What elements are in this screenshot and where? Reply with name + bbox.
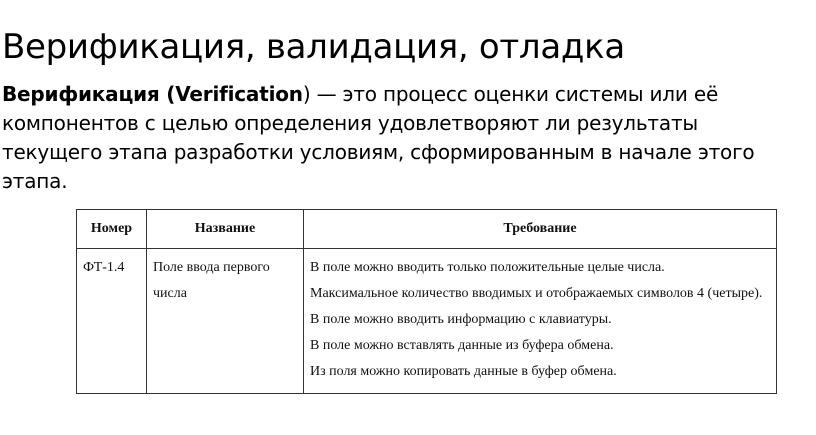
requirements-table — [76, 209, 777, 394]
requirement-line: В поле можно вставлять данные из буфера обмена. — [310, 338, 614, 353]
cell-name: Поле ввода первого числа — [147, 249, 304, 394]
requirement-line: Из поля можно копировать данные в буфер обмена. — [310, 364, 617, 379]
definition-paragraph — [2, 80, 802, 196]
cell-number: ФТ-1.4 — [77, 249, 147, 394]
requirement-line: Максимальное количество вводимых и отображаемых символов 4 (четыре). — [310, 286, 763, 301]
header-number: Номер — [77, 210, 147, 249]
header-name: Название — [147, 210, 304, 249]
definition-term-paren: ) — [302, 82, 311, 106]
table-row — [77, 249, 777, 394]
requirement-line: В поле можно вводить информацию с клавиатуры. — [310, 312, 612, 327]
definition-body: — это процесс оценки системы или её компонентов с целью определения удовлетворяют ли результаты текущего этапа разработки условиям, сформированным в начале этого этапа. — [2, 82, 755, 193]
table-header-row — [77, 210, 777, 249]
slide-title: Верификация, валидация, отладка — [2, 26, 625, 67]
header-requirement: Требование — [304, 210, 777, 249]
cell-requirements — [304, 249, 777, 394]
requirement-line: В поле можно вводить только положительные целые числа. — [310, 260, 665, 275]
definition-term: Верификация (Verification — [2, 82, 303, 106]
